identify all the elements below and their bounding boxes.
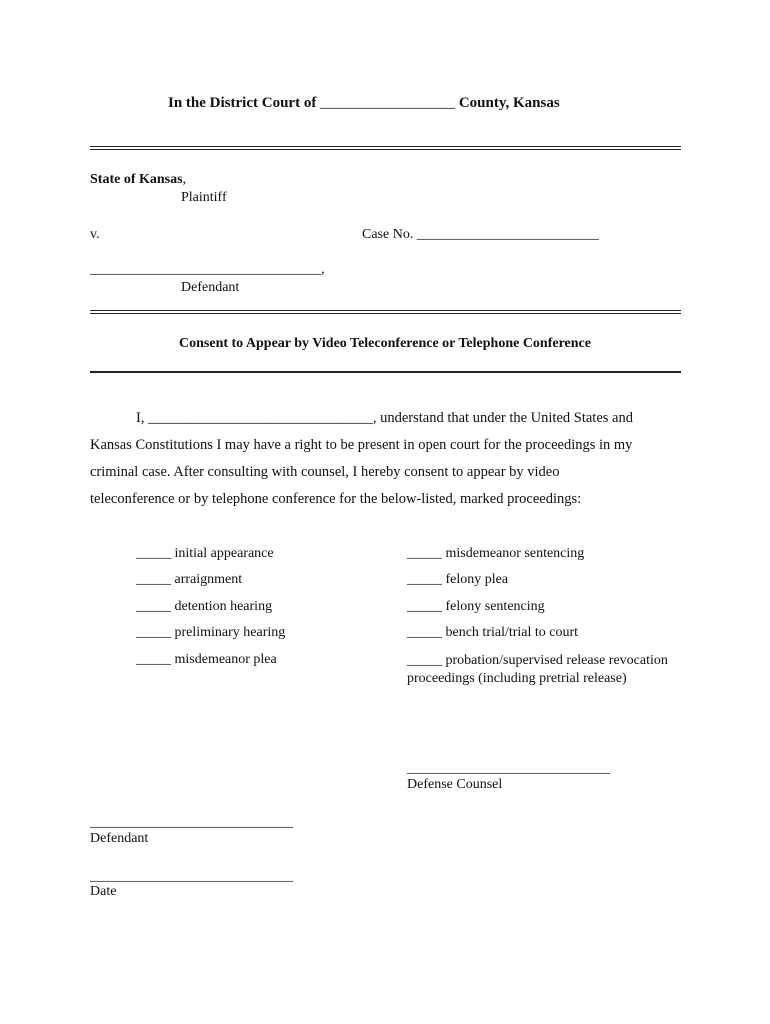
defendant-signature-label: Defendant — [90, 831, 149, 846]
header-divider — [90, 146, 681, 150]
county-blank: __________________ — [320, 95, 456, 111]
proceeding-probation-revocation: _____ probation/supervised release revocation proceedings (including pretrial release) — [407, 653, 668, 686]
date-label: Date — [90, 884, 117, 899]
statement-line-2: Kansas Constitutions I may have a right to be present in open court for the proceedings in my — [90, 437, 633, 453]
defense-counsel-signature-line: _____________________________ — [407, 761, 610, 776]
proceeding-detention-hearing: _____ detention hearing — [136, 599, 273, 614]
proceeding-preliminary-hearing: _____ preliminary hearing — [136, 625, 286, 640]
plaintiff-label: Plaintiff — [181, 190, 227, 205]
date-line: _____________________________ — [90, 869, 293, 884]
defendant-name-blank: _________________________________, — [90, 262, 325, 277]
statement-line-1: I, _______________________________, understand that under the United States and — [136, 410, 633, 426]
case-number-field: Case No. __________________________ — [362, 227, 599, 242]
proceeding-felony-plea: _____ felony plea — [407, 572, 509, 587]
proceeding-misdemeanor-sentencing: _____ misdemeanor sentencing — [407, 546, 585, 561]
proceeding-felony-sentencing: _____ felony sentencing — [407, 599, 545, 614]
court-suffix: County, Kansas — [458, 95, 560, 111]
proceeding-misdemeanor-plea: _____ misdemeanor plea — [136, 652, 277, 667]
plaintiff-comma: , — [182, 172, 187, 187]
caption-divider — [90, 310, 681, 314]
versus-label: v. — [90, 227, 100, 242]
document-title: Consent to Appear by Video Teleconference or Telephone Conference — [179, 336, 591, 351]
plaintiff-line — [90, 172, 186, 188]
proceeding-arraignment: _____ arraignment — [136, 572, 243, 587]
proceeding-bench-trial: _____ bench trial/trial to court — [407, 625, 579, 640]
defendant-label: Defendant — [181, 280, 240, 295]
statement-line-4: teleconference or by telephone conference for the below-listed, marked proceedings: — [90, 491, 582, 507]
title-divider — [90, 371, 681, 373]
court-header — [168, 95, 560, 112]
proceeding-initial-appearance: _____ initial appearance — [136, 546, 274, 561]
plaintiff-name: State of Kansas — [90, 172, 183, 187]
court-prefix: In the District Court of — [168, 95, 317, 111]
defense-counsel-label: Defense Counsel — [407, 777, 503, 792]
defendant-signature-line: _____________________________ — [90, 815, 293, 830]
statement-line-3: criminal case. After consulting with counsel, I hereby consent to appear by video — [90, 464, 560, 480]
